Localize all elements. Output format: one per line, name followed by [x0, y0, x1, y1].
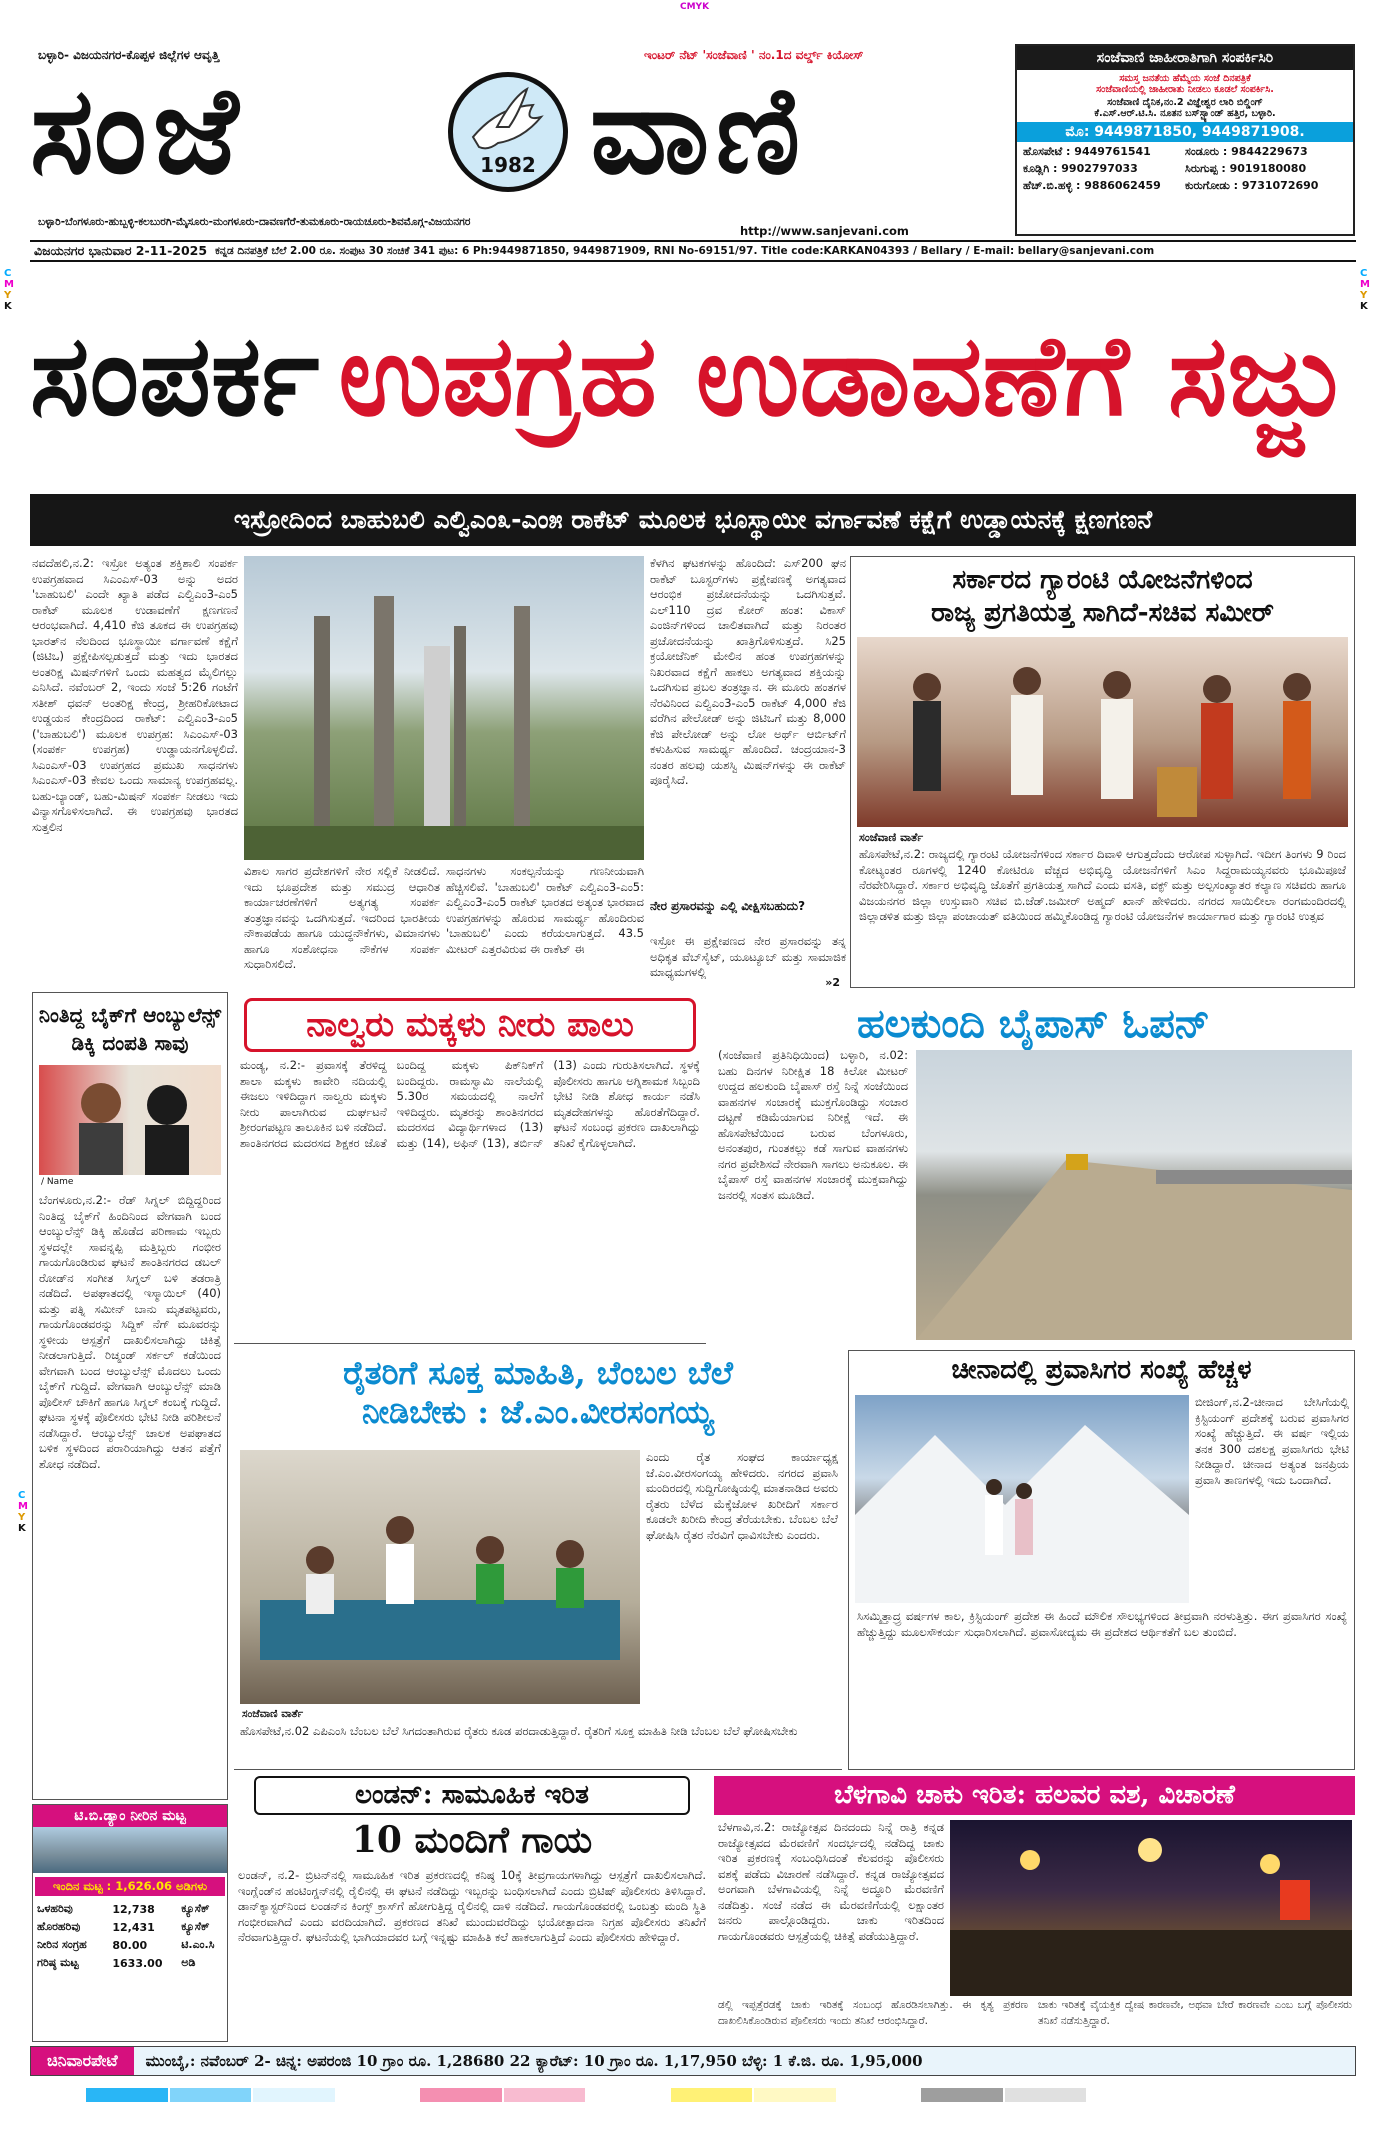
cmyk-right-mark: C M Y K	[1360, 268, 1370, 312]
farmers-headline-2: ನೀಡಿಬೇಕು : ಜೆ.ಎಂ.ವೀರಸಂಗಯ್ಯ	[362, 1393, 714, 1431]
govt-caption: ಸಂಜೆವಾಣಿ ವಾರ್ತೆ	[859, 831, 924, 844]
masthead-left-tag: ಬಳ್ಳಾರಿ- ವಿಜಯನಗರ-ಕೊಪ್ಪಳ ಜಿಲ್ಲೆಗಳ ಆವೃತ್ತಿ	[38, 48, 220, 62]
farmers-headline-1: ರೈತರಿಗೆ ಸೂಕ್ತ ಮಾಹಿತಿ, ಬೆಂಬಲ ಬೆಲೆ	[343, 1354, 733, 1392]
masthead-name-right: ವಾಣಿ	[590, 60, 807, 201]
london-headline-2: 10 ಮಂದಿಗೆ ಗಾಯ	[351, 1819, 593, 1861]
china-headline: ಚೀನಾದಲ್ಲಿ ಪ್ರವಾಸಿಗರ ಸಂಖ್ಯೆ ಹೆಚ್ಚಳ	[951, 1355, 1252, 1385]
masthead-name-left: ಸಂಜೆ	[30, 60, 245, 201]
dam-photo	[33, 1827, 227, 1873]
continue-mark[interactable]: »2	[825, 976, 840, 989]
dam-stat-value: 12,738	[112, 1902, 155, 1916]
ad-contact-grid	[1017, 145, 1353, 193]
cmyk-top-mark: CMYK	[680, 2, 710, 12]
lead-column-2: ವಿಶಾಲ ಸಾಗರ ಪ್ರದೇಶಗಳಿಗೆ ನೇರ ಸಲ್ಲಿಕೆ ನೀಡಲಿದೆ. ಇದು ಭೂಪ್ರದೇಶ ಮತ್ತು ಸಮುದ್ರ ಆಧಾರಿತ ಕಾರ್ಯಾಚರಣೆಗಳಿಗೆ ಅತ್ಯಗತ್ಯ ಸಂಪರ್ಕ ತಂತ್ರಜ್ಞಾನವನ್ನು ಒದಗಿಸುತ್ತದೆ. ಇದರಿಂದ ಭಾರತೀಯ ನೌಕಾಪಡೆಯ ಹಾಗೂ ಯುದ್ಧನೌಕೆಗಳು, ವಿಮಾನಗಳು ಹಾಗೂ ಸಂಶೋಧನಾ ನೌಕೆಗಳ ಸಂಪರ್ಕ ಸುಧಾರಿಸಲಿದೆ.	[244, 864, 440, 971]
belagavi-headline: ಬೆಳಗಾವಿ ಚಾಕು ಇರಿತ: ಹಲವರ ವಶ, ವಿಚಾರಣೆ	[714, 1776, 1355, 1815]
ad-box-mobile: ಮೊ: 9449871850, 9449871908.	[1017, 122, 1353, 142]
lead-subhead-question: ನೇರ ಪ್ರಸಾರವನ್ನು ಎಲ್ಲಿ ವೀಕ್ಷಿಸಬಹುದು?	[650, 899, 806, 913]
road-graphic	[916, 1050, 1352, 1340]
bike-headline: ನಿಂತಿದ್ದ ಬೈಕ್‌ಗೆ ಆಂಬ್ಯುಲೆನ್ಸ್ ಡಿಕ್ಕಿ ದಂಪತಿ ಸಾವು	[38, 1003, 222, 1055]
table-row	[33, 1936, 227, 1954]
ad-box-line3: ಸಂಜೆವಾಣಿ ದೈನಿಕ,ನಂ.2 ವಿಜ್ಞೇಶ್ವರ ಲಾರಿ ಬಿಲ್ಡಿಂಗ್	[1107, 97, 1263, 108]
dam-stat-unit: ಅಡಿ	[181, 1956, 196, 1969]
dam-stat-label: ನೀರಿನ ಸಂಗ್ರಹ	[37, 1938, 87, 1951]
farmers-story	[234, 1350, 842, 1770]
farmers-meeting-photo	[240, 1450, 640, 1704]
event-people-graphic	[857, 637, 1347, 827]
dam-today-level: ಇಂದಿನ ಮಟ್ಟ : 1,626.06 ಅಡಿಗಳು	[35, 1877, 225, 1896]
lead-headline-part-b: ಉಪಗ್ರಹ ಉಡಾವಣೆಗೆ ಸಜ್ಜು	[338, 310, 1346, 441]
govt-headline-2: ರಾಜ್ಯ ಪ್ರಗತಿಯತ್ತ ಸಾಗಿದೆ-ಸಚಿವ ಸಮೀರ್	[931, 598, 1274, 628]
masthead-right-tag: ಇಂಟರ್ ನೆಟ್ 'ಸಂಜೆವಾಣಿ ' ನಂ.1ದ ವರ್ಲ್ಡ್ ಕಿಯೋಸ್	[644, 48, 864, 62]
london-story	[234, 1776, 710, 2042]
dam-stat-value: 1633.00	[112, 1956, 163, 1970]
cmyk-left-mark: C M Y K	[4, 268, 14, 312]
dam-title: ಟಿ.ಬಿ.ಡ್ಯಾಂ ನೀರಿನ ಮಟ್ಟ	[33, 1805, 227, 1827]
couple-photo	[39, 1065, 221, 1175]
ad-box-line4: ಕೆ.ಎಸ್.ಆರ್.ಟಿ.ಸಿ. ನೂತನ ಬಸ್‌ಸ್ಟ್ಯಾಂಡ್ ಹತ್ತಿರ, ಬಳ್ಳಾರಿ.	[1094, 108, 1276, 119]
masthead-website[interactable]: http://www.sanjevani.com	[740, 224, 909, 238]
meeting-graphic	[240, 1450, 640, 1704]
dam-stat-value: 80.00	[112, 1938, 148, 1952]
ad-box-title: ಸಂಜೆವಾಣಿ ಜಾಹೀರಾತಿಗಾಗಿ ಸಂಪರ್ಕಿಸಿರಿ	[1017, 46, 1353, 70]
children-story	[234, 992, 706, 1344]
bike-body: ಬೆಂಗಳೂರು,ನ.2:- ರೆಡ್ ಸಿಗ್ನಲ್ ಬಿದ್ದಿದ್ದರಿಂದ ನಿಂತಿದ್ದ ಬೈಕ್‌ಗೆ ಹಿಂದಿನಿಂದ ವೇಗವಾಗಿ ಬಂದ ಆಂಬ್ಯುಲೆನ್ಸ್ ಡಿಕ್ಕಿ ಹೊಡೆದ ಪರಿಣಾಮ ಇಬ್ಬರು ಸ್ಥಳದಲ್ಲೇ ಸಾವನ್ನಪ್ಪಿ ಮತ್ತಿಬ್ಬರು ಗಂಭೀರ ಗಾಯಗೊಂಡಿರುವ ಘಟನೆ ಶಾಂತಿನಗರದ ಡಬಲ್ ರೋಡ್‌ನ ಸಂಗೀತ ಸಿಗ್ನಲ್ ಬಳಿ ತಡರಾತ್ರಿ ನಡೆದಿದೆ. ಅಪಘಾತದಲ್ಲಿ ಇಸ್ಮಾಯಿಲ್ (40) ಮತ್ತು ಪತ್ನಿ ಸಮೀನ್ ಬಾನು ಮೃತಪಟ್ಟವರು, ಗಾಯಗೊಂಡವರನ್ನು ಸಿದ್ದಿಕ್ ನೆಗ್ ಮೂವರನ್ನು ಸ್ಥಳೀಯ ಆಸ್ಪತ್ರೆಗೆ ದಾಖಲಿಸಲಾಗಿದ್ದು ಚಿಕಿತ್ಸೆ ನೀಡಲಾಗುತ್ತಿದೆ. ರಿಚ್ಮಂಡ್ ಸರ್ಕಲ್ ಕಡೆಯಿಂದ ವೇಗವಾಗಿ ಬಂದ ಆಂಬ್ಯುಲೆನ್ಸ್ ಮೊದಲು ಒಂದು ಬೈಕ್‌ಗೆ ಗುದ್ದಿದೆ. ವೇಗವಾಗಿ ಆಂಬ್ಯುಲೆನ್ಸ್ ಮಾಡಿ ಪೊಲೀಸ್ ಚೌಕಿಗೆ ಹಾಗೂ ಸಿಗ್ನಲ್ ಕಂಬಕ್ಕೆ ಗುದ್ದಿದೆ. ಘಟನಾ ಸ್ಥಳಕ್ಕೆ ಪೊಲೀಸರು ಭೇಟಿ ನೀಡಿ ಪರಿಶೀಲನೆ ನಡೆಸಿದ್ದಾರೆ. ಆಂಬ್ಯುಲೆನ್ಸ್ ಚಾಲಕ ಅಪಘಾತದ ಬಳಿಕ ಸ್ಥಳದಿಂದ ಪರಾರಿಯಾಗಿದ್ದು ಆತನ ಪತ್ತೆಗೆ ಶೋಧ ನಡೆದಿದೆ.	[39, 1193, 221, 1471]
couple-portraits	[39, 1065, 221, 1175]
china-body-bottom: ಸಿಸಮ್ಮಿತ್ತಾದ್ರ್ರ ವರ್ಷಗಳ ಕಾಲ, ಕ್ರಿಸ್ಟಿಯಂಗ್ ಪ್ರದೇಶ ಈ ಹಿಂದೆ ಮೌಲಿಕ ಸೌಲಭ್ಯಗಳಿಂದ ತೀವ್ರವಾಗಿ ನರಳುತ್ತಿತ್ತು. ಈಗ ಪ್ರವಾಸಿಗರ ಸಂಖ್ಯೆ ಹೆಚ್ಚುತ್ತಿದ್ದು ಮೂಲಸೌಕರ್ಯ ಸುಧಾರಿಸಲಾಗಿದೆ. ಪ್ರವಾಸೋದ್ಯಮ ಈ ಪ್ರದೇಶದ ಆರ್ಥಿಕತೆಗೆ ಬಲ ತುಂಬಿದೆ.	[857, 1609, 1347, 1639]
market-label: ಚಿನಿವಾರಪೇಟೆ	[31, 2047, 134, 2075]
bypass-headline: ಹಲಕುಂದಿ ಬೈಪಾಸ್ ಓಪನ್	[856, 1000, 1211, 1047]
contact-entry: ಹೆಚ್.ಬಿ.ಹಳ್ಳಿ : 9886062459	[1023, 179, 1161, 192]
contact-entry: ಸಿರುಗುಪ್ಪ : 9019180080	[1185, 162, 1307, 175]
dam-stat-unit: ಕ್ಯೂಸೆಕ್	[181, 1920, 210, 1933]
table-row	[33, 1954, 227, 1972]
belagavi-caption-right: ಚಾಕು ಇರಿತಕ್ಕೆ ವೈಯಕ್ತಿಕ ದ್ವೇಷ ಕಾರಣವೇ, ಅಥವಾ ಬೇರೆ ಕಾರಣವೇ ಎಂಬ ಬಗ್ಗೆ ಪೊಲೀಸರು ತನಿಖೆ ನಡೆಸುತ್ತಿದ್ದಾರೆ.	[1038, 1999, 1352, 2027]
govt-story	[850, 556, 1355, 988]
farmers-caption: ಸಂಜೆವಾಣಿ ವಾರ್ತೆ	[242, 1708, 304, 1720]
govt-body: ಹೊಸಪೇಟೆ,ನ.2: ರಾಜ್ಯದಲ್ಲಿ ಗ್ಯಾರಂಟಿ ಯೋಜನೆಗಳಿಂದ ಸರ್ಕಾರ ದಿವಾಳಿ ಆಗುತ್ತದೆಂದು ಆರೋಪ ಸುಳ್ಳಾಗಿದೆ. ಇದೀಗ ತಿಂಗಳು 9 ರಿಂದ ಕೋಟ್ಯಂತರ ರೂಗಳಲ್ಲಿ 1240 ಕೋಟಿರೂ ವೆಚ್ಚದ ಅಭಿವೃದ್ಧಿ ಯೋಜನೆಗಳಿಗೆ ಸಿಎಂ ಸಿದ್ದರಾಮಯ್ಯನವರು ಭೂಮಿಪೂಜೆ ನೆರವೇರಿಸಿದ್ದಾರೆ. ಸರ್ಕಾರ ಅಭಿವೃದ್ಧಿ ಜೊತೆಗೆ ಪ್ರಗತಿಯತ್ತ ಸಾಗಿದೆ ಎಂದು ವಸತಿ, ವಕ್ಫ್ ಮತ್ತು ಅಲ್ಪಸಂಖ್ಯಾತರ ಕಲ್ಯಾಣ ಸಚಿವರು ಹಾಗೂ ವಿಜಯನಗರ ಜಿಲ್ಲಾ ಉಸ್ತುವಾರಿ ಸಚಿವ ಬಿ.ಜೆಡ್.ಜಮೀರ್ ಅಹ್ಮದ್ ಖಾನ್ ಹೇಳಿದರು. ನಗರದ ಸಾಯಿಲೀಲಾ ರಂಗಮಂದಿರದಲ್ಲಿ ಜಿಲ್ಲಾಡಳಿತ ಮತ್ತು ಜಿಲ್ಲಾ ಪಂಚಾಯತ್ ವತಿಯಿಂದ ಹಮ್ಮಿಕೊಂಡಿದ್ದ ಗ್ಯಾರಂಟಿ ಯೋಜನೆಗಳ ಕಾರ್ಯಾಗಾರ ಮತ್ತು ಗ್ಯಾರಂಟಿ ಉತ್ಸವ	[859, 847, 1346, 923]
govt-headline-1: ಸರ್ಕಾರದ ಗ್ಯಾರಂಟಿ ಯೋಜನೆಗಳಿಂದ	[952, 565, 1253, 595]
dateline-details: ಕನ್ನಡ ದಿನಪತ್ರಿಕೆ ಬೆಲೆ 2.00 ರೂ. ಸಂಪುಟ 30 ಸಂಚಿಕೆ 341 ಪುಟ: 6 Ph:9449871850, 9449871909, RNI No-69151/97. Title code:KARKAN04393 / Bellary / E-mail: bellary@sanjevani.com	[215, 244, 1155, 257]
lead-subhead: ಇಸ್ರೋದಿಂದ ಬಾಹುಬಲಿ ಎಲ್ವಿಎಂ೩-ಎಂ೫ ರಾಕೆಟ್ ಮೂಲಕ ಭೂಸ್ಥಾಯೀ ವರ್ಗಾವಣೆ ಕಕ್ಷೆಗೆ ಉಡ್ಡಾಯನಕ್ಕೆ ಕ್ಷಣಗಣನೆ	[30, 494, 1356, 546]
farmers-body-bottom: ಹೊಸಪೇಟೆ,ನ.02 ಎಪಿಎಂಸಿ ಬೆಂಬಲ ಬೆಲೆ ಸಿಗದಂತಾಗಿರುವ ರೈತರು ಕೂಡ ಪರದಾಡುತ್ತಿದ್ದಾರೆ. ರೈತರಿಗೆ ಸೂಕ್ತ ಮಾಹಿತಿ ನೀಡಿ ಬೆಂಬಲ ಬೆಲೆ ಘೋಷಿಸಬೇಕು	[240, 1724, 798, 1738]
mountain-graphic	[855, 1395, 1189, 1603]
lead-column-1: ನವದೆಹಲಿ,ನ.2: ಇಸ್ರೋ ಅತ್ಯಂತ ಶಕ್ತಿಶಾಲಿ ಸಂಪರ್ಕ ಉಪಗ್ರಹವಾದ ಸಿಎಂಎಸ್-03 ಅನ್ನು ಅದರ 'ಬಾಹುಬಲಿ' ಎಂದೇ ಖ್ಯಾತಿ ಪಡೆದ ಎಲ್ವಿಎಂ3-ಎಂ5 ರಾಕೆಟ್ ಮೂಲಕ ಉಡಾವಣೆಗೆ ಕ್ಷಣಗಣನೆ ಆರಂಭವಾಗಿದೆ. 4,410 ಕೆಜಿ ತೂಕದ ಈ ಉಪಗ್ರಹವು ಭಾರತ್‌ನ ನೆಲದಿಂದ ಭೂಸ್ಥಾಯೀ ವರ್ಗಾವಣೆ ಕಕ್ಷೆಗೆ (ಜಿಟಿಒ) ಪ್ರಕ್ಷೇಪಿಸಲ್ಪಡುತ್ತದೆ ಮತ್ತು ಇದು ಭಾರತದ ಅಂತರಿಕ್ಷ ಮಿಷನ್‌ಗಳಿಗೆ ಒಂದು ಮಹತ್ವದ ಮೈಲಿಗಲ್ಲು ಎನಿಸಿದೆ. ನವೆಂಬರ್ 2, ಇಂದು ಸಂಜೆ 5:26 ಗಂಟೆಗೆ ಸತೀಶ್ ಧವನ್ ಅಂತರಿಕ್ಷ ಕೇಂದ್ರ, ಶ್ರೀಹರಿಕೋಟಾದ ಉಡ್ಡಯನ ಕೇಂದ್ರದಿಂದ ರಾಕೆಟ್: ಎಲ್ವಿಎಂ3-ಎಂ5 ('ಬಾಹುಬಲಿ') ಮೂಲಕ ಉಪಗ್ರಹ: ಸಿಎಂಎಸ್-03 (ಸಂಪರ್ಕ ಉಪಗ್ರಹ) ಉಡ್ಡಾಯನಗೊಳ್ಳಲಿದೆ. ಸಿಎಂಎಸ್-03 ಉಪಗ್ರಹದ ಪ್ರಮುಖ ಸಾಧನಗಳು ಸಿಎಂಎಸ್-03 ಕೇವಲ ಒಂದು ಸಾಮಾನ್ಯ ಉಪಗ್ರಹವಲ್ಲ. ಬಹು-ಬ್ಯಾಂಡ್, ಬಹು-ಮಿಷನ್ ಸಂಪರ್ಕ ನೀಡಲು ಇದು ವಿನ್ಯಾಸಗೊಳಿಸಲಾಗಿದೆ. ಈ ಉಪಗ್ರಹವು ಭಾರತದ ಸುತ್ತಲಿನ	[32, 556, 238, 834]
masthead-logo	[30, 60, 1010, 208]
contact-entry: ಕೂಡ್ಲಿಗಿ : 9902797033	[1023, 162, 1138, 175]
lead-column-3: ಕೆಳಗಿನ ಘಟಕಗಳನ್ನು ಹೊಂದಿದೆ: ಎಸ್200 ಘನ ರಾಕೆಟ್ ಬೂಸ್ಟರ್‌ಗಳು ಪ್ರಕ್ಷೇಪಣಕ್ಕೆ ಅಗತ್ಯವಾದ ಆರಂಭಿಕ ಪ್ರಚೋದನೆಯನ್ನು ಒದಗಿಸುತ್ತವೆ. ಎಲ್110 ದ್ರವ ಕೋರ್ ಹಂತ: ವಿಕಾಸ್ ಎಂಜಿನ್‌ಗಳಿಂದ ಚಾಲಿತವಾಗಿದೆ ಮತ್ತು ನಿರಂತರ ಪ್ರಚೋದನೆಯನ್ನು ಖಾತ್ರಿಗೊಳಿಸುತ್ತದೆ. ಸಿ25 ಕ್ರಯೋಜೆನಿಕ್ ಮೇಲಿನ ಹಂತ ಉಪಗ್ರಹಗಳನ್ನು ನಿಖರವಾದ ಕಕ್ಷೆಗೆ ಹಾಕಲು ಅಗತ್ಯವಾದ ಶಕ್ತಿಯನ್ನು ಒದಗಿಸುವ ಪ್ರಬಲ ತಂತ್ರಜ್ಞಾನ. ಈ ಮೂರು ಹಂತಗಳ ನೆರವಿನಿಂದ ಎಲ್ವಿಎಂ3-ಎಂ5 ರಾಕೆಟ್ 4,000 ಕೆಜಿ ವರೆಗಿನ ಪೇಲೋಡ್ ಅನ್ನು ಜಿಟಿಒಗೆ ಮತ್ತು 8,000 ಕೆಜಿ ಪೇಲೋಡ್ ಅನ್ನು ಲೋ ಅರ್ಥ್ ಆರ್ಬಿಟ್‌ಗೆ ಕಳುಹಿಸುವ ಸಾಮರ್ಥ್ಯ ಹೊಂದಿದೆ. ಚಂದ್ರಯಾನ-3 ನಂತರ ಹಲವು ಯಶಸ್ವಿ ಮಿಷನ್‌ಗಳನ್ನು ಈ ರಾಕೆಟ್ ಪೂರೈಸಿದೆ.	[650, 556, 846, 787]
belagavi-caption-left: ಡಲ್ಲಿ ಇಪ್ಪತ್ತೆರಡಕ್ಕೆ ಚಾಕು ಇರಿತಕ್ಕೆ ಸಂಬಂಧ ಹೊರಡಿಸಲಾಗಿತ್ತು. ಈ ಕೃತ್ಯ ಪ್ರಕರಣ ದಾಖಲಿಸಿಕೊಂಡಿರುವ ಪೊಲೀಸರು ಇಂದು ತನಿಖೆ ಆರಂಭಿಸಿದ್ದಾರೆ.	[718, 1999, 1028, 2027]
cmyk-left-mid-mark: C M Y K	[18, 1490, 28, 1534]
lead-column-3b: ಇಸ್ರೋ ಈ ಪ್ರಕ್ಷೇಪಣದ ನೇರ ಪ್ರಸಾರವನ್ನು ತನ್ನ ಅಧಿಕೃತ ವೆಬ್‌ಸೈಟ್, ಯೂಟ್ಯೂಬ್ ಮತ್ತು ಸಾಮಾಜಿಕ ಮಾಧ್ಯಮಗಳಲ್ಲಿ	[650, 934, 846, 979]
bike-story	[32, 992, 228, 1800]
table-row	[33, 1900, 227, 1918]
photo-name-tag: / Name	[41, 1177, 74, 1187]
belagavi-story	[714, 1776, 1355, 2042]
belagavi-crowd-photo	[950, 1820, 1352, 1996]
children-headline: ನಾಲ್ವರು ಮಕ್ಕಳು ನೀರು ಪಾಲು	[244, 998, 696, 1052]
bypass-body: (ಸಂಜೆವಾಣಿ ಪ್ರತಿನಿಧಿಯಿಂದ) ಬಳ್ಳಾರಿ, ನ.02: ಬಹು ದಿನಗಳ ನಿರೀಕ್ಷಿತ 18 ಕಿಲೋ ಮೀಟರ್ ಉದ್ದದ ಹಲಕುಂದಿ ಬೈಪಾಸ್ ರಸ್ತೆ ನಿನ್ನೆ ಸಂಜೆಯಿಂದ ವಾಹನಗಳ ಸಂಚಾರಕ್ಕೆ ಮುಕ್ತಗೊಂಡಿದ್ದು ಸಂಚಾರ ದಟ್ಟಣೆ ಕಡಿಮೆಯಾಗುವ ನಿರೀಕ್ಷೆ ಇದೆ. ಈ ಹೊಸಪೇಟೆಯಿಂದ ಬರುವ ಬೆಂಗಳೂರು, ಅನಂತಪುರ, ಗುಂತಕಲ್ಲು ಕಡೆ ಸಾಗುವ ವಾಹನಗಳು ನಗರ ಪ್ರವೇಶಿಸದೆ ನೇರವಾಗಿ ಸಾಗಲು ಅನುಕೂಲ. ಈ ಬೈಪಾಸ್ ರಸ್ತೆ ವಾಹನಗಳ ಸಂಚಾರಕ್ಕೆ ಮುಕ್ತವಾಗಿದ್ದು ಜನರಲ್ಲಿ ಸಂತಸ ಮೂಡಿದೆ.	[718, 1048, 908, 1202]
china-story	[848, 1350, 1355, 1770]
lead-headline-part-a: ಸಂಪರ್ಕ	[30, 310, 320, 441]
london-body: ಲಂಡನ್, ನ.2- ಬ್ರಿಟನ್‌ನಲ್ಲಿ ಸಾಮೂಹಿಕ ಇರಿತ ಪ್ರಕರಣದಲ್ಲಿ ಕನಿಷ್ಠ 10ಕ್ಕೆ ತೀವ್ರಗಾಯಗಳಾಗಿದ್ದು ಆಸ್ಪತ್ರೆಗೆ ದಾಖಲಿಸಲಾಗಿದೆ. ಇಂಗ್ಲೆಂಡ್‌ನ ಹಂಟಿಂಗ್ಡನ್‌ನಲ್ಲಿ ರೈಲಿನಲ್ಲಿ ಈ ಘಟನೆ ನಡೆದಿದ್ದು ಇಬ್ಬರನ್ನು ಬಂಧಿಸಲಾಗಿದೆ ಎಂದು ಬ್ರಿಟಿಷ್ ಪೊಲೀಸರು ತಿಳಿಸಿದ್ದಾರೆ. ಡಾನ್‌ಕ್ಯಾಸ್ಟರ್‌ನಿಂದ ಲಂಡನ್‌ನ ಕಿಂಗ್ಸ್ ಕ್ರಾಸ್‌ಗೆ ಹೋಗುತ್ತಿದ್ದ ರೈಲಿನಲ್ಲಿ ದಾಳಿ ನಡೆದಿದೆ. ಗಾಯಗೊಂಡವರಲ್ಲಿ ಒಂಬತ್ತು ಮಂದಿ ಸ್ಥಿತಿ ಗಂಭೀರವಾಗಿದೆ ಎಂದು ವರದಿಯಾಗಿದೆ. ಪ್ರಕರಣದ ತನಿಖೆ ಮುಂದುವರೆದಿದ್ದು ಭಯೋತ್ಪಾದನಾ ನಿಗ್ರಹ ಪೊಲೀಸರು ತನಿಖೆಗೆ ನೆರವಾಗುತ್ತಿದ್ದಾರೆ. ಘಟನೆಯಲ್ಲಿ ಭಾಗಿಯಾದವರ ಬಗ್ಗೆ ಇನ್ನಷ್ಟು ಮಾಹಿತಿ ಕಲೆ ಹಾಕಲಾಗುತ್ತಿದೆ ಎಂದು ಪೊಲೀಸರು ಹೇಳಿದ್ದಾರೆ.	[238, 1868, 706, 1944]
lead-headline	[30, 266, 1356, 496]
bypass-story	[712, 992, 1355, 1344]
bypass-road-photo	[916, 1050, 1352, 1340]
market-ticker-bar	[30, 2046, 1356, 2076]
crowd-graphic	[950, 1820, 1352, 1996]
dam-level-box	[32, 1804, 228, 2042]
belagavi-body: ಬೆಳಗಾವಿ,ನ.2: ರಾಜ್ಯೋತ್ಸವ ದಿನದಂದು ನಿನ್ನೆ ರಾತ್ರಿ ಕನ್ನಡ ರಾಜ್ಯೋತ್ಸವದ ಮೆರವಣಿಗೆ ಸಂದರ್ಭದಲ್ಲಿ ನಡೆದಿದ್ದ ಚಾಕು ಇರಿತ ಪ್ರಕರಣಕ್ಕೆ ಸಂಬಂಧಿಸಿದಂತೆ ಕೆಲವರನ್ನು ಪೊಲೀಸರು ವಶಕ್ಕೆ ಪಡೆದು ವಿಚಾರಣೆ ನಡೆಸಿದ್ದಾರೆ. ಕನ್ನಡ ರಾಜ್ಯೋತ್ಸವದ ಅಂಗವಾಗಿ ಬೆಳಗಾವಿಯಲ್ಲಿ ನಿನ್ನೆ ಅದ್ಧೂರಿ ಮೆರವಣಿಗೆ ನಡೆದಿತ್ತು. ಸಂಜೆ ನಡೆದ ಈ ಮೆರವಣಿಗೆಯಲ್ಲಿ ಲಕ್ಷಾಂತರ ಜನರು ಪಾಲ್ಗೊಂಡಿದ್ದರು. ಚಾಕು ಇರಿತದಿಂದ ಗಾಯಗೊಂಡವರು ಆಸ್ಪತ್ರೆಯಲ್ಲಿ ಚಿಕಿತ್ಸೆ ಪಡೆಯುತ್ತಿದ್ದಾರೆ.	[718, 1820, 944, 1943]
dam-stat-unit: ಟಿ.ಎಂ.ಸಿ	[181, 1938, 215, 1951]
china-body-right: ಬೀಜಿಂಗ್,ನ.2-ಚೀನಾದ ಬೇಸಿಗೆಯಲ್ಲಿ ಕ್ರಿಸ್ಟಿಯಂಗ್ ಪ್ರದೇಶಕ್ಕೆ ಬರುವ ಪ್ರವಾಸಿಗರ ಸಂಖ್ಯೆ ಹೆಚ್ಚುತ್ತಿದೆ. ಈ ವರ್ಷ ಇಲ್ಲಿಯ ತನಕ 300 ದಶಲಕ್ಷ ಪ್ರವಾಸಿಗರು ಭೇಟಿ ನೀಡಿದ್ದಾರೆ. ಚೀನಾದ ಅತ್ಯಂತ ಜನಪ್ರಿಯ ಪ್ರವಾಸಿ ತಾಣಗಳಲ್ಲಿ ಇದು ಒಂದಾಗಿದೆ.	[1195, 1395, 1349, 1487]
london-headline-1: ಲಂಡನ್: ಸಾಮೂಹಿಕ ಇರಿತ	[254, 1776, 690, 1815]
dam-stat-unit: ಕ್ಯೂಸೆಕ್	[181, 1902, 210, 1915]
masthead-year: 1982	[480, 153, 536, 177]
masthead-cities: ಬಳ್ಳಾರಿ-ಬೆಂಗಳೂರು-ಹುಬ್ಬಳ್ಳಿ-ಕಲಬುರಗಿ-ಮೈಸೂರು-ಮಂಗಳೂರು-ದಾವಣಗೆರೆ-ತುಮಕೂರು-ರಾಯಚೂರು-ಶಿವಮೊಗ್ಗ-ವಿಜಯನಗರ	[38, 216, 471, 228]
ad-contact-box	[1015, 44, 1355, 236]
dam-stat-label: ಒಳಹರಿವು	[37, 1902, 73, 1915]
dateline-place-date: ವಿಜಯನಗರ ಭಾನುವಾರ 2-11-2025	[34, 243, 208, 258]
children-body: ಮಂಡ್ಯ, ನ.2:- ಪ್ರವಾಸಕ್ಕೆ ತೆರಳಿದ್ದ ಶಾಲಾ ಮಕ್ಕಳು ಕಾವೇರಿ ನದಿಯಲ್ಲಿ ಈಜಲು ಇಳಿದಿದ್ದಾಗ ನಾಲ್ವರು ಮಕ್ಕಳು ನೀರು ಪಾಲಾಗಿರುವ ದುರ್ಘಟನೆ ಶ್ರೀರಂಗಪಟ್ಟಣ ತಾಲೂಕಿನ ಬಳಿ ನಡೆದಿದೆ. ಶಾಂತಿನಗರದ ಮದರಸದ ಶಿಕ್ಷಕರ ಜೊತೆ ಬಂದಿದ್ದ ಮಕ್ಕಳು ಪಿಕ್‌ನಿಕ್‌ಗೆ ಬಂದಿದ್ದರು. ರಾಮಸ್ವಾಮಿ ನಾಲೆಯಲ್ಲಿ 5.30ರ ಸಮಯದಲ್ಲಿ ನಾಲೆಗೆ ಇಳಿದಿದ್ದರು. ಮೃತರನ್ನು ಶಾಂತಿನಗರದ ಮದರಸದ ವಿದ್ಯಾರ್ಥಿಗಳಾದ (13) ಮತ್ತು (14), ಅಫಿನ್ (13), ತರ್ಬಿನ್ (13) ಎಂದು ಗುರುತಿಸಲಾಗಿದೆ. ಸ್ಥಳಕ್ಕೆ ಪೊಲೀಸರು ಹಾಗೂ ಅಗ್ನಿಶಾಮಕ ಸಿಬ್ಬಂದಿ ಭೇಟಿ ನೀಡಿ ಶೋಧ ಕಾರ್ಯ ನಡೆಸಿ ಮೃತದೇಹಗಳನ್ನು ಹೊರತೆಗೆದಿದ್ದಾರೆ. ಘಟನೆ ಸಂಬಂಧ ಪ್ರಕರಣ ದಾಖಲಾಗಿದ್ದು ತನಿಖೆ ಕೈಗೊಳ್ಳಲಾಗಿದೆ.	[240, 1058, 700, 1150]
market-ticker-text: ಮುಂಬೈ,: ನವೆಂಬರ್ 2- ಚಿನ್ನ: ಅಪರಂಜಿ 10 ಗ್ರಾಂ ರೂ. 1,28680 22 ಕ್ಯಾರೆಟ್: 10 ಗ್ರಾಂ ರೂ. 1,17,950 ಬೆಳ್ಳಿ: 1 ಕೆ.ಜಿ. ರೂ. 1,95,000	[145, 2052, 923, 2070]
farmers-body-right: ಎಂದು ರೈತ ಸಂಘದ ಕಾರ್ಯಾಧ್ಯಕ್ಷ ಜೆ.ಎಂ.ವೀರಸಂಗಯ್ಯ ಹೇಳಿದರು. ನಗರದ ಪ್ರವಾಸಿ ಮಂದಿರದಲ್ಲಿ ಸುದ್ದಿಗೋಷ್ಠಿಯಲ್ಲಿ ಮಾತನಾಡಿದ ಅವರು ರೈತರು ಬೆಳೆದ ಮೆಕ್ಕೆಜೋಳ ಖರೀದಿಗೆ ಸರ್ಕಾರ ಕೂಡಲೇ ಖರೀದಿ ಕೇಂದ್ರ ತೆರೆಯಬೇಕು. ಬೆಂಬಲ ಬೆಲೆ ಘೋಷಿಸಿ ರೈತರ ನೆರವಿಗೆ ಧಾವಿಸಬೇಕು ಎಂದರು.	[646, 1450, 838, 1542]
contact-entry: ಹೊಸಪೇಟೆ : 9449761541	[1023, 145, 1151, 158]
ad-box-line1: ಸಮಸ್ತ ಜನತೆಯ ಹೆಮ್ಮೆಯ ಸಂಜೆ ದಿನಪತ್ರಿಕೆ	[1119, 73, 1251, 84]
ad-box-line2: ಸಂಜೆವಾಣಿಯಲ್ಲಿ ಜಾಹೀರಾತು ನೀಡಲು ಕೂಡಲೆ ಸಂಪರ್ಕಿಸಿ.	[1096, 84, 1274, 95]
dam-stats-table	[33, 1900, 227, 1972]
table-row	[33, 1918, 227, 1936]
color-calibration-strip	[86, 2088, 1086, 2102]
lead-column-2b: ಸಾಧನಗಳು ಸಂಕಲ್ಪನೆಯನ್ನು ಗಣನೀಯವಾಗಿ ಹೆಚ್ಚಿಸಲಿವೆ. 'ಬಾಹುಬಲಿ' ರಾಕೆಟ್ ಎಲ್ವಿಎಂ3-ಎಂ5: ಎಲ್ವಿಎಂ3-ಎಂ5 ರಾಕೆಟ್ ಭಾರತದ ಅತ್ಯಂತ ಭಾರವಾದ ಉಪಗ್ರಹಗಳನ್ನು ಹೊರುವ ಸಾಮರ್ಥ್ಯ ಹೊಂದಿರುವ 'ಬಾಹುಬಲಿ' ಎಂದು ಕರೆಯಲಾಗುತ್ತದೆ. 43.5 ಮೀಟರ್ ಎತ್ತರವಿರುವ ಈ ರಾಕೆಟ್ ಈ	[446, 864, 644, 956]
govt-event-photo	[857, 637, 1348, 827]
china-tourists-photo	[855, 1395, 1189, 1603]
contact-entry: ಸಂಡೂರು : 9844229673	[1185, 145, 1308, 158]
rocket-photo	[244, 556, 644, 860]
contact-entry: ಕುರುಗೋಡು : 9731072690	[1185, 179, 1319, 192]
dam-stat-label: ಹೊರಹರಿವು	[37, 1920, 81, 1933]
dam-stat-value: 12,431	[112, 1920, 155, 1934]
dam-stat-label: ಗರಿಷ್ಠ ಮಟ್ಟ	[37, 1956, 79, 1969]
launch-pad-graphic	[244, 556, 644, 860]
dove-emblem	[448, 72, 568, 192]
dateline-bar	[30, 240, 1356, 262]
